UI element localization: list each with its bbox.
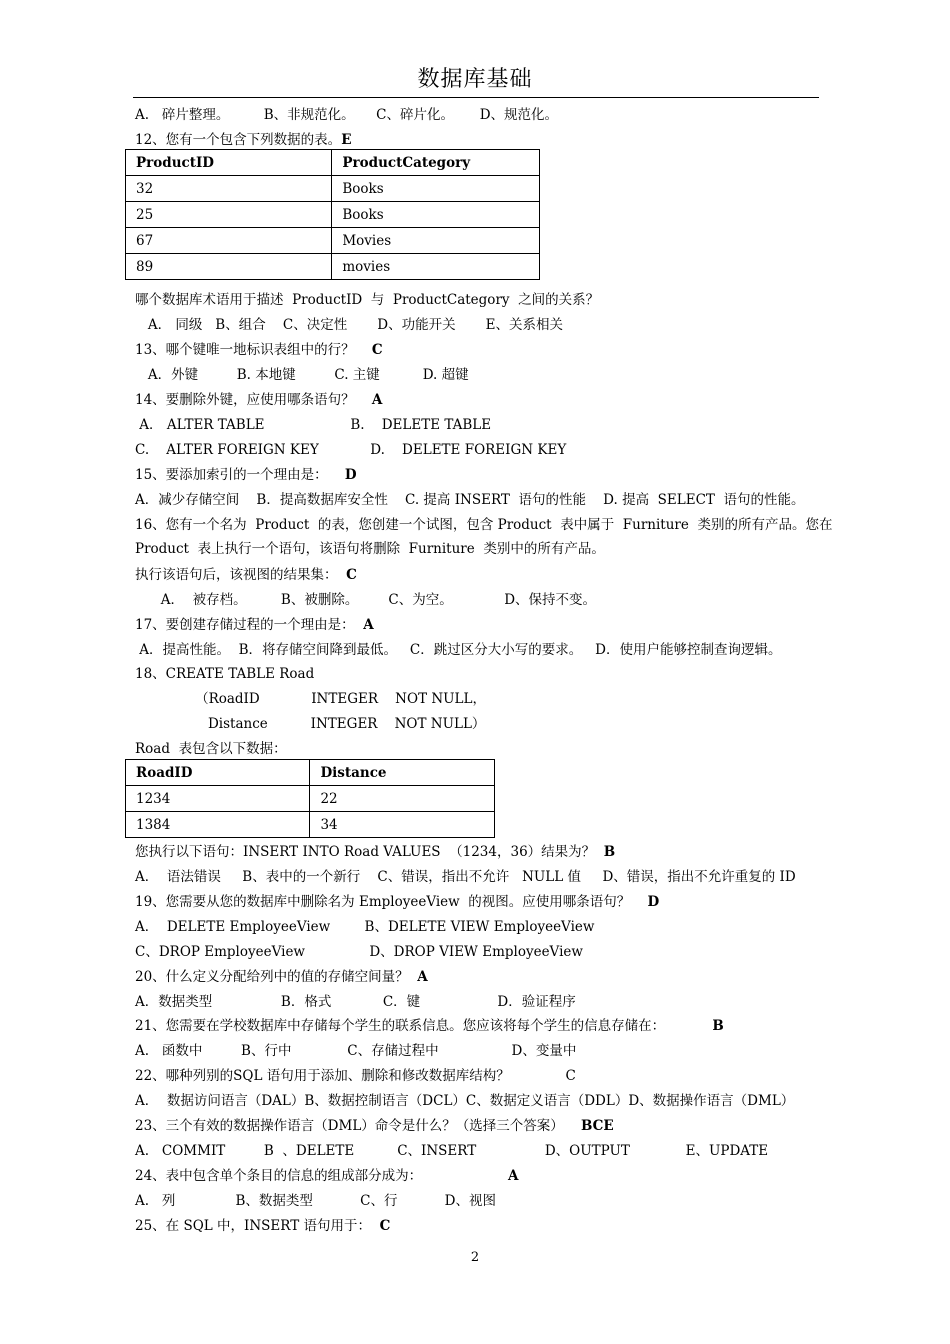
- question-line: [135, 968, 428, 986]
- question-line: [135, 131, 351, 149]
- line-text: A． 被存档。 B、被删除。 C、为空。 D、保持不变。: [135, 592, 597, 608]
- answer-key: BCE: [580, 1118, 614, 1134]
- line-text: A．减少存储空间 B．提高数据库安全性 C. 提高 INSERT 语句的性能 D. 提高 SELECT 语句的性能。: [135, 492, 805, 508]
- table-cell: 25: [126, 202, 332, 228]
- table-cell: Movies: [332, 228, 540, 254]
- line-text: A． ALTER TABLE B. DELETE TABLE: [135, 417, 492, 433]
- table-row: [126, 228, 540, 254]
- question-line: [135, 591, 596, 609]
- question-line: [135, 690, 486, 708]
- table-header-row: [126, 150, 540, 176]
- table-cell: 67: [126, 228, 332, 254]
- line-text: A. 碎片整理。 B、非规范化。 C、碎片化。 D、规范化。: [135, 107, 559, 123]
- line-text: 您执行以下语句：INSERT INTO Road VALUES （1234，36）结果为？: [135, 844, 604, 860]
- header-divider: [133, 97, 819, 98]
- question-line: [135, 341, 383, 359]
- table-cell: 32: [126, 176, 332, 202]
- answer-key: C: [379, 1218, 391, 1234]
- table-cell: 34: [310, 812, 495, 838]
- table-cell: 89: [126, 254, 332, 280]
- line-text: 13、哪个键唯一地标识表组中的行？: [135, 342, 372, 358]
- line-text: A． 数据访问语言（DAL）B、数据控制语言（DCL）C、数据定义语言（DDL）D、数据操作语言（DML）: [135, 1093, 795, 1109]
- answer-key: A: [363, 617, 374, 633]
- road-table: [125, 759, 495, 838]
- line-text: （RoadID INTEGER NOT NULL，: [135, 691, 486, 707]
- question-line: [135, 106, 558, 124]
- question-line: [135, 291, 599, 309]
- answer-key: D: [647, 894, 660, 910]
- table-row: [126, 254, 540, 280]
- line-text: Road 表包含以下数据：: [135, 741, 287, 757]
- question-line: [135, 1192, 496, 1210]
- question-line: [135, 1042, 576, 1060]
- line-text: A． 同级 B、组合 C、决定性 D、功能开关 E、关系相关: [135, 317, 563, 333]
- question-line: [135, 466, 357, 484]
- question-line: [135, 715, 485, 733]
- question-line: [135, 641, 781, 659]
- question-line: [135, 993, 576, 1011]
- question-line: [135, 893, 659, 911]
- page-header-title: 数据库基础: [417, 67, 533, 92]
- question-line: [135, 616, 374, 634]
- table-row: [126, 812, 495, 838]
- line-text: 21、您需要在学校数据库中存储每个学生的联系信息。您应该将每个学生的信息存储在：: [135, 1018, 713, 1034]
- question-line: [135, 868, 796, 886]
- question-line: [135, 1142, 768, 1160]
- table-cell: Books: [332, 202, 540, 228]
- line-text: 20、什么定义分配给列中的值的存储空间量？: [135, 969, 418, 985]
- line-text: Distance INTEGER NOT NULL）: [135, 716, 486, 732]
- line-text: A．提高性能。 B．将存储空间降到最低。 C．跳过区分大小写的要求。 D．使用户能够控制查询逻辑。: [135, 642, 782, 658]
- answer-key: C: [346, 567, 357, 583]
- question-line: [135, 1017, 724, 1035]
- table-header-row: [126, 760, 495, 786]
- question-line: [135, 843, 615, 861]
- answer-key: B: [712, 1018, 724, 1034]
- question-line: [135, 540, 605, 558]
- product-table: [125, 149, 540, 280]
- answer-key: B: [603, 844, 616, 860]
- question-line: [135, 491, 805, 509]
- line-text: A．外键 B. 本地键 C. 主键 D. 超键: [135, 367, 469, 383]
- line-text: 12、您有一个包含下列数据的表。: [135, 132, 342, 148]
- line-text: 17、要创建存储过程的一个理由是：: [135, 617, 364, 633]
- table-cell: 22: [310, 786, 495, 812]
- answer-key: A: [371, 392, 383, 408]
- line-text: A. COMMIT B 、DELETE C、INSERT D、OUTPUT E、UPDATE: [135, 1143, 769, 1159]
- line-text: 24、表中包含单个条目的信息的组成部分成为：: [135, 1168, 509, 1184]
- question-line: [135, 943, 583, 961]
- table-row: [126, 786, 495, 812]
- answer-key: A: [508, 1168, 519, 1184]
- question-line: [135, 740, 287, 758]
- answer-key: A: [417, 969, 428, 985]
- table-cell: 1384: [126, 812, 310, 838]
- table-cell: 1234: [126, 786, 310, 812]
- question-line: [135, 665, 314, 683]
- line-text: 16、您有一个名为 Product 的表，您创建一个试图，包含 Product 表中属于 Furniture 类别的所有产品。您在: [135, 517, 833, 533]
- line-text: A． DELETE EmployeeView B、DELETE VIEW EmployeeView: [135, 919, 595, 935]
- question-line: [135, 366, 469, 384]
- question-line: [135, 316, 563, 334]
- question-line: [135, 566, 357, 584]
- table-header-cell: ProductID: [126, 150, 332, 176]
- page-number: 2: [470, 1250, 480, 1265]
- line-text: 23、三个有效的数据操作语言（DML）命令是什么？（选择三个答案）: [135, 1118, 581, 1134]
- line-text: 14、要删除外键，应使用哪条语句？: [135, 392, 372, 408]
- answer-key: E: [341, 132, 352, 148]
- line-text: Product 表上执行一个语句，该语句将删除 Furniture 类别中的所有产品。: [135, 541, 605, 557]
- line-text: 18、CREATE TABLE Road: [135, 666, 315, 682]
- line-text: 15、要添加索引的一个理由是：: [135, 467, 345, 483]
- line-text: A． 语法错误 B、表中的一个新行 C、错误，指出不允许 NULL 值 D、错误，指出不允许重复的 ID: [135, 869, 796, 885]
- line-text: A. 函数中 B、行中 C、存储过程中 D、变量中: [135, 1043, 577, 1059]
- line-text: 执行该语句后，该视图的结果集：: [135, 567, 347, 583]
- line-text: C. ALTER FOREIGN KEY D. DELETE FOREIGN KEY: [135, 442, 567, 458]
- question-line: [135, 1217, 390, 1235]
- line-text: 19、您需要从您的数据库中删除名为 EmployeeView 的视图。应使用哪条语句？: [135, 894, 648, 910]
- line-text: C、DROP EmployeeView D、DROP VIEW EmployeeView: [135, 944, 583, 960]
- question-line: [135, 918, 594, 936]
- line-text: 25、在 SQL 中，INSERT 语句用于：: [135, 1218, 380, 1234]
- question-line: [135, 1067, 576, 1085]
- question-line: [135, 1167, 519, 1185]
- question-line: [135, 516, 832, 534]
- question-line: [135, 441, 566, 459]
- table-row: [126, 176, 540, 202]
- question-line: [135, 1092, 794, 1110]
- answer-key: C: [371, 342, 383, 358]
- table-header-cell: Distance: [310, 760, 495, 786]
- line-text: 哪个数据库术语用于描述 ProductID 与 ProductCategory 之间的关系？: [135, 292, 600, 308]
- table-header-cell: RoadID: [126, 760, 310, 786]
- question-line: [135, 1117, 614, 1135]
- table-row: [126, 202, 540, 228]
- question-line: [135, 391, 382, 409]
- line-text: A．数据类型 B．格式 C．键 D．验证程序: [135, 994, 576, 1010]
- line-text: A. 列 B、数据类型 C、行 D、视图: [135, 1193, 496, 1209]
- answer-key: D: [344, 467, 357, 483]
- line-text: 22、哪种列别的SQL 语句用于添加、删除和修改数据库结构？ C: [135, 1068, 576, 1084]
- table-header-cell: ProductCategory: [332, 150, 540, 176]
- table-cell: movies: [332, 254, 540, 280]
- table-cell: Books: [332, 176, 540, 202]
- question-line: [135, 416, 491, 434]
